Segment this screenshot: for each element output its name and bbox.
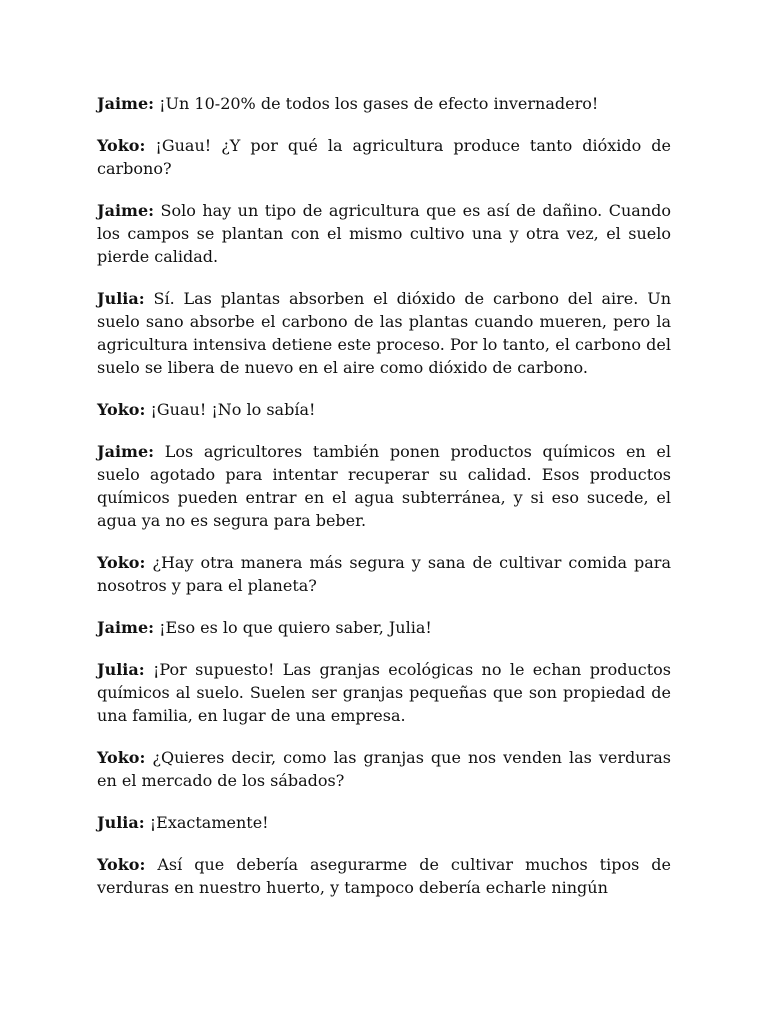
speaker-name: Yoko: [97, 748, 146, 767]
speaker-name: Julia: [97, 813, 145, 832]
dialogue-text: Los agricultores también ponen productos químicos en el suelo agotado para intentar recuperar su calidad. Esos productos químicos pueden entrar en el agua subterránea, y si eso sucede, el agua ya no es segura para beber. [97, 442, 671, 530]
dialogue-text: Solo hay un tipo de agricultura que es así de dañino. Cuando los campos se plantan con el mismo cultivo una y otra vez, el suelo pierde calidad. [97, 201, 672, 266]
speaker-name: Jaime: [97, 201, 155, 220]
speaker-name: Jaime: [97, 618, 155, 637]
dialogue-line [97, 811, 671, 834]
speaker-name: Julia: [97, 289, 145, 308]
dialogue-text: ¡Guau! ¿Y por qué la agricultura produce tanto dióxido de carbono? [97, 136, 671, 178]
dialogue-text: Así que debería asegurarme de cultivar muchos tipos de verduras en nuestro huerto, y tampoco debería echarle ningún [97, 855, 671, 897]
speaker-name: Jaime: [97, 442, 155, 461]
dialogue-line [97, 134, 671, 180]
dialogue-line [97, 746, 671, 792]
speaker-name: Yoko: [97, 553, 146, 572]
dialogue-text: ¡Exactamente! [149, 813, 269, 832]
dialogue-text: Sí. Las plantas absorben el dióxido de carbono del aire. Un suelo sano absorbe el carbono de las plantas cuando mueren, pero la agricultura intensiva detiene este proceso. Por lo tanto, el carbono del suelo se libera de nuevo en el aire como dióxido de carbono. [97, 289, 671, 377]
dialogue-line [97, 853, 671, 899]
dialogue-line [97, 658, 671, 727]
dialogue-text: ¡Guau! ¡No lo sabía! [150, 400, 316, 419]
dialogue-text: ¡Eso es lo que quiero saber, Julia! [159, 618, 432, 637]
dialogue-text: ¡Por supuesto! Las granjas ecológicas no le echan productos químicos al suelo. Suelen ser granjas pequeñas que son propiedad de una familia, en lugar de una empresa. [97, 660, 671, 725]
dialogue-line [97, 287, 671, 379]
speaker-name: Yoko: [97, 136, 146, 155]
dialogue-line [97, 92, 671, 115]
speaker-name: Yoko: [97, 400, 146, 419]
dialogue-line [97, 440, 671, 532]
dialogue-line [97, 616, 671, 639]
speaker-name: Jaime: [97, 94, 155, 113]
document-page [97, 92, 671, 918]
dialogue-text: ¡Un 10-20% de todos los gases de efecto invernadero! [159, 94, 599, 113]
dialogue-text: ¿Hay otra manera más segura y sana de cultivar comida para nosotros y para el planeta? [97, 553, 671, 595]
speaker-name: Yoko: [97, 855, 146, 874]
dialogue-text: ¿Quieres decir, como las granjas que nos venden las verduras en el mercado de los sábados? [97, 748, 671, 790]
speaker-name: Julia: [97, 660, 145, 679]
dialogue-line [97, 199, 671, 268]
dialogue-line [97, 551, 671, 597]
dialogue-line [97, 398, 671, 421]
